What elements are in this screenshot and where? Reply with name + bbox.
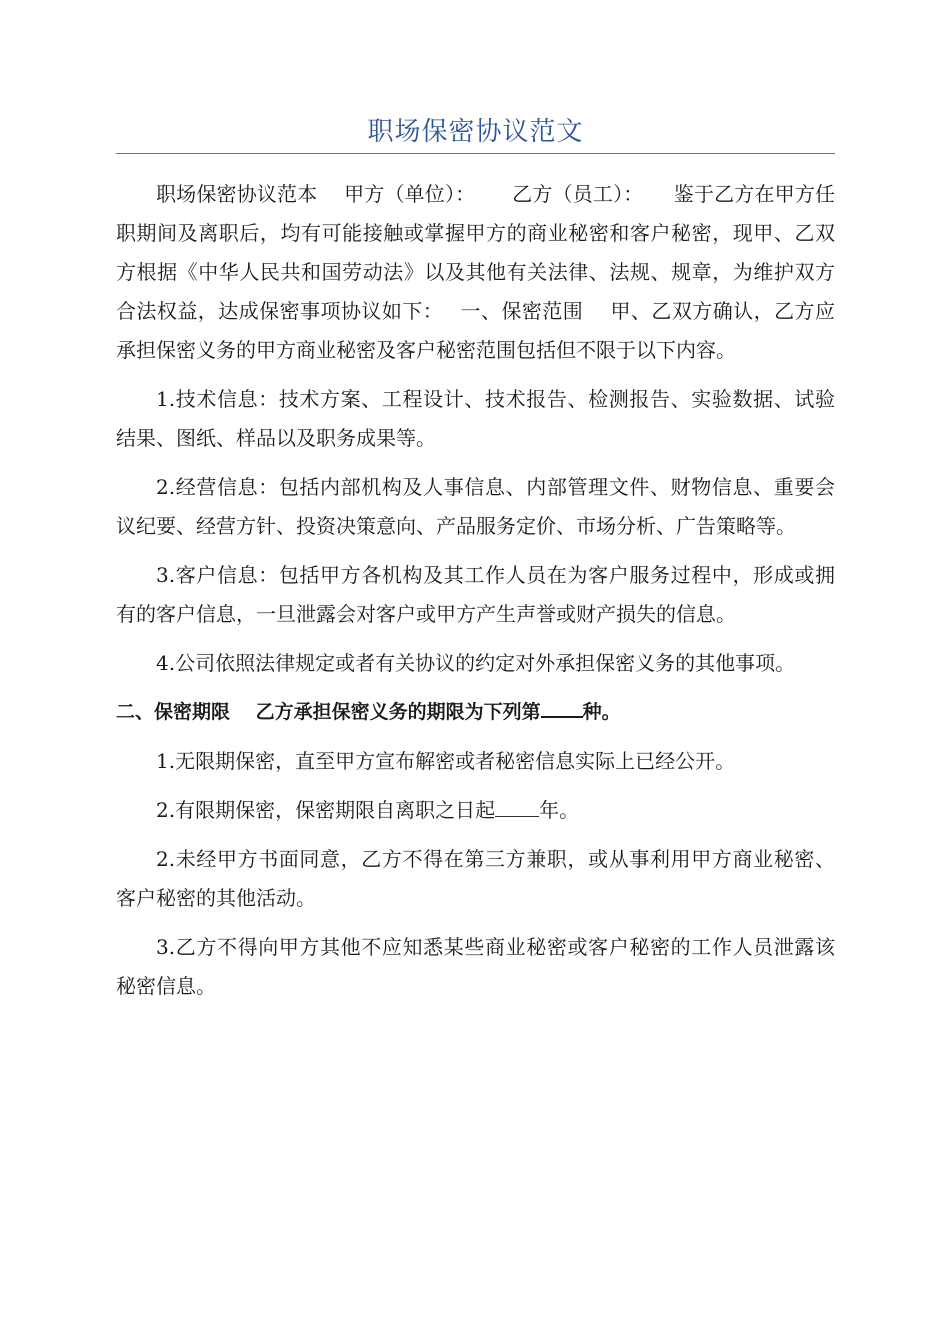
clause-other-matters: 4.公司依照法律规定或者有关协议的约定对外承担保密义务的其他事项。 [156,651,796,675]
section-heading-suffix: 种。 [582,701,621,723]
document-body [116,175,835,1016]
clause-technical-info: 1.技术信息：技术方案、工程设计、技术报告、检测报告、实验数据、试验结果、图纸、样品以及职务成果等。 [116,387,835,450]
clause-no-disclosure: 3.乙方不得向甲方其他不应知悉某些商业秘密或客户秘密的工作人员泄露该秘密信息。 [116,935,835,998]
intro-paragraph: 职场保密协议范本 甲方（单位）： 乙方（员工）： 鉴于乙方在甲方任职期间及离职后，均有可能接触或掌握甲方的商业秘密和客户秘密，现甲、乙双方根据《中华人民共和国劳动法》以及其他有关法律、法规、规章，为维护双方合法权益，达成保密事项协议如下： 一、保密范围 甲、乙双方确认，乙方应承担保密义务的甲方商业秘密及客户秘密范围包括但不限于以下内容。 [116,182,835,362]
option-limited [116,791,835,830]
fill-in-blank [541,695,583,718]
clause-no-third-party: 2.未经甲方书面同意，乙方不得在第三方兼职，或从事利用甲方商业秘密、客户秘密的其他活动。 [116,847,835,910]
option-unlimited: 1.无限期保密，直至甲方宣布解密或者秘密信息实际上已经公开。 [156,749,736,773]
years-blank [495,794,539,817]
document-title: 职场保密协议范文 [367,117,584,147]
section-heading-text: 二、保密期限 乙方承担保密义务的期限为下列第 [116,701,541,723]
clause-business-info: 2.经营信息：包括内部机构及人事信息、内部管理文件、财物信息、重要会议纪要、经营方针、投资决策意向、产品服务定价、市场分析、广告策略等。 [116,475,835,538]
option-limited-suffix: 年。 [539,798,580,822]
option-limited-text: 2.有限期保密，保密期限自离职之日起 [156,798,496,822]
clause-customer-info: 3.客户信息：包括甲方各机构及其工作人员在为客户服务过程中，形成或拥有的客户信息，一旦泄露会对客户或甲方产生声誉或财产损失的信息。 [116,563,835,626]
section-confidentiality-period [116,693,835,732]
title-underline [116,153,835,154]
